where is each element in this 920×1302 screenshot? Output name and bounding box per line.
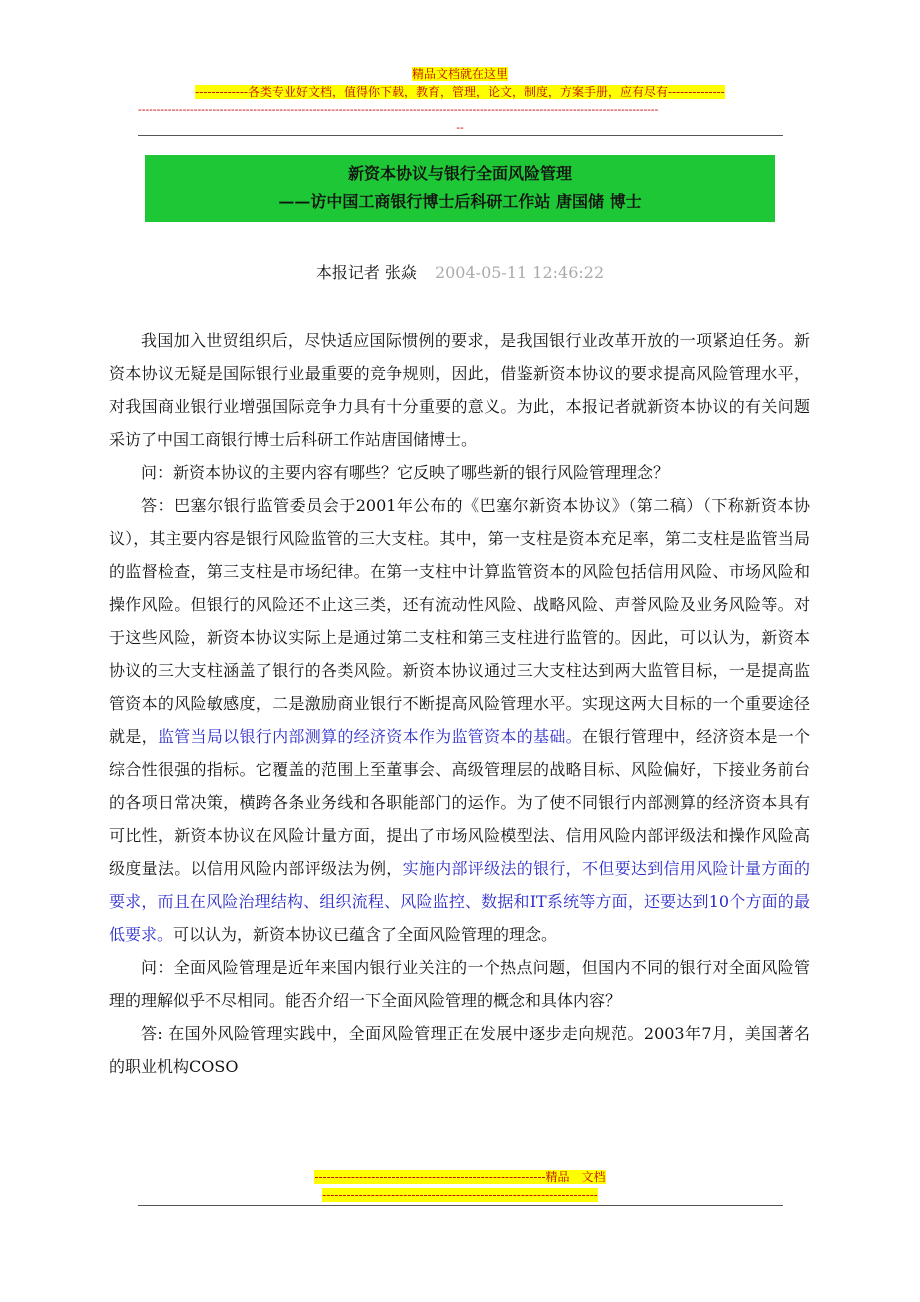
footer-line-1: ---------------------------------------------------------精品 文档	[314, 1170, 606, 1184]
article-body	[109, 324, 810, 1083]
header-line-1: 精品文档就在这里	[411, 67, 508, 81]
article-subtitle: ——访中国工商银行博士后科研工作站 唐国储 博士	[278, 192, 642, 211]
paragraph-question-1: 问：新资本协议的主要内容有哪些？它反映了哪些新的银行风险管理理念？	[141, 463, 670, 482]
header-rule	[138, 135, 783, 136]
footer-rule	[138, 1205, 783, 1206]
footer-line-2: --------------------------------------------------------------------	[322, 1188, 598, 1202]
header-dash-line: --------------------------------------------------------------------------------------------------------------------------------------------	[138, 103, 659, 116]
header-line-2: -------------各类专业好文档，值得你下载，教育，管理，论文，制度，方案手册，应有尽有--------------	[195, 85, 725, 99]
paragraph-question-2: 问：全面风险管理是近年来国内银行业关注的一个热点问题，但国内不同的银行对全面风险管理的理解似乎不尽相同。能否介绍一下全面风险管理的概念和具体内容？	[109, 958, 810, 1010]
byline-author: 本报记者 张焱	[315, 263, 417, 282]
header-dash-tail: --	[456, 121, 464, 134]
paragraph-answer-1: 答：巴塞尔银行监管委员会于2001年公布的《巴塞尔新资本协议》（第二稿）（下称新资本协议），其主要内容是银行风险监管的三大支柱。其中，第一支柱是资本充足率，第二支柱是监管当局的监督检查，第三支柱是市场纪律。在第一支柱中计算监管资本的风险包括信用风险、市场风险和操作风险。但银行的风险还不止这三类，还有流动性风险、战略风险、声誉风险及业务风险等。对于这些风险，新资本协议实际上是通过第二支柱和第三支柱进行监管的。因此，可以认为，新资本协议的三大支柱涵盖了银行的各类风险。新资本协议通过三大支柱达到两大监管目标，一是提高监管资本的风险敏感度，二是激励商业银行不断提高风险管理水平。实现这两大目标的一个重要途径就是，监管当局以银行内部测算的经济资本作为监管资本的基础。在银行管理中，经济资本是一个综合性很强的指标。它覆盖的范围上至董事会、高级管理层的战略目标、风险偏好，下接业务前台的各项日常决策，横跨各条业务线和各职能部门的运作。为了使不同银行内部测算的经济资本具有可比性，新资本协议在风险计量方面，提出了市场风险模型法、信用风险内部评级法和操作风险高级度量法。以信用风险内部评级法为例，实施内部评级法的银行，不但要达到信用风险计量方面的要求，而且在风险治理结构、组织流程、风险监控、数据和IT系统等方面，还要达到10个方面的最低要求。可以认为，新资本协议已蕴含了全面风险管理的理念。	[109, 496, 810, 944]
article-title: 新资本协议与银行全面风险管理	[347, 164, 572, 183]
byline	[0, 262, 920, 284]
highlight-text-1: 监管当局以银行内部测算的经济资本作为监管资本的基础。	[157, 727, 582, 746]
paragraph-answer-2: 答: 在国外风险管理实践中，全面风险管理正在发展中逐步走向规范。2003年7月，美国著名的职业机构COSO	[109, 1024, 810, 1076]
byline-date: 2004-05-11 12:46:22	[434, 263, 605, 282]
title-banner	[145, 155, 775, 222]
highlight-text-2: 实施内部评级法的银行，不但要达到信用风险计量方面的要求，而且在风险治理结构、组织流程、风险监控、数据和IT系统等方面，还要达到10个方面的最低要求。	[109, 859, 810, 944]
paragraph-intro: 我国加入世贸组织后，尽快适应国际惯例的要求，是我国银行业改革开放的一项紧迫任务。新资本协议无疑是国际银行业最重要的竞争规则，因此，借鉴新资本协议的要求提高风险管理水平，对我国商业银行业增强国际竞争力具有十分重要的意义。为此，本报记者就新资本协议的有关问题采访了中国工商银行博士后科研工作站唐国储博士。	[109, 331, 810, 449]
